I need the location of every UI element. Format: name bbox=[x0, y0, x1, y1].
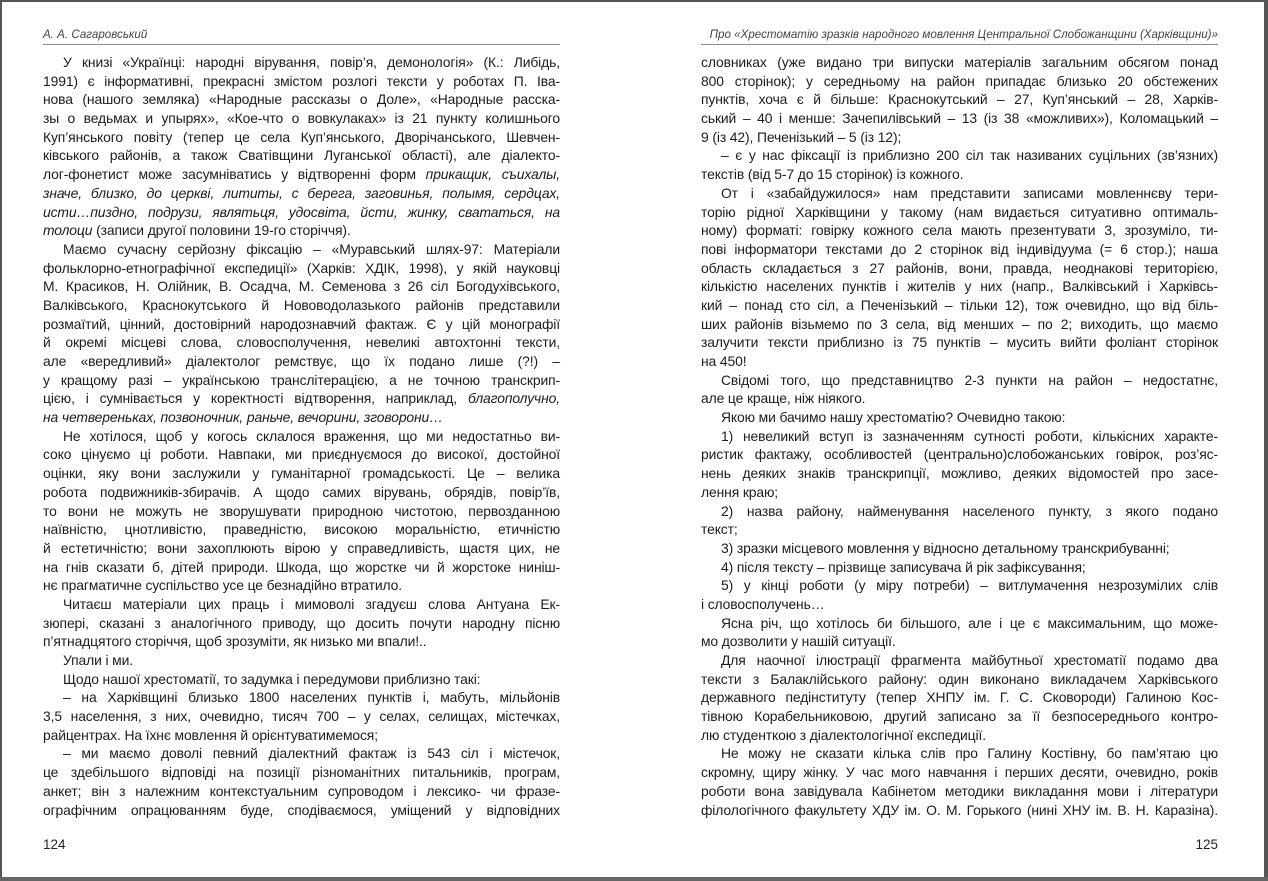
text-line: Якою ми бачимо нашу хрестоматію? Очевидно такою: bbox=[721, 409, 1066, 426]
text-line: Свідомі того, що представництво 2-3 пункти на район – недостатнє, bbox=[721, 371, 1218, 388]
text-line: зы о ведьмах и упырях», «Кое-что о вовкулаках» із 21 пункту колишнього bbox=[43, 110, 560, 127]
right-page bbox=[701, 0, 1218, 881]
text-line: ристик фактажу, особливостей (центрально)слобожанських говірок, роз’яс- bbox=[701, 446, 1218, 463]
text-line: але це краще, ніж ніякого. bbox=[701, 390, 866, 407]
text-line: словниках (уже видано три випуски матеріалів загальним обсягом понад bbox=[701, 54, 1218, 70]
text-line: соко цінуємо ці роботи. Навпаки, ми приєднуємося до високої, достойної bbox=[43, 446, 560, 463]
text-span: лог-фонетист може засумніватись у відтворенні форм bbox=[43, 166, 426, 183]
text-line: тівною Корабельниковою, другий записано за її безпосереднього контро- bbox=[701, 708, 1218, 725]
text-line bbox=[43, 221, 560, 240]
text-line: ших районів візьмемо по 3 села, від менших – по 2; виходить, що маємо bbox=[701, 315, 1218, 332]
text-line: й естетичністю; вони захоплюють вірою у справедливість, щастя цих, не bbox=[43, 539, 560, 556]
text-line: на гнів сказати б, дітей природи. Шкода, що жорстке чи й жорстоке ниніш- bbox=[43, 558, 560, 575]
text-line: але «вередливий» діалектолог ремствує, що їх подано лише (?!) – bbox=[43, 353, 560, 369]
italic-dialect-words: прикащик, съихалы, bbox=[425, 166, 560, 183]
text-line: мо дозволити у нашій ситуації. bbox=[701, 633, 896, 650]
running-head-title: Про «Хрестоматію зразків народного мовлення Центральної Слобожанщини (Харківщини)» bbox=[701, 28, 1218, 45]
text-line: у кращому разі – українською транслітерацією, а не точною транскрип- bbox=[43, 371, 560, 388]
text-line: Не хотілося, щоб у когось склалося враження, що ми недостатньо ви- bbox=[63, 427, 560, 444]
text-span: (записи другої половини 19-го сторіччя). bbox=[92, 222, 351, 239]
text-line: пунктів, хоча є й більше: Краснокутський – 27, Куп’янський – 28, Харків- bbox=[701, 91, 1218, 108]
text-line: 3) зразки місцевого мовлення у відносно детальному транскрибуванні; bbox=[721, 539, 1170, 556]
text-line: робота подвижників-збирачів. А щодо самих вірувань, обрядів, повір’їв, bbox=[43, 483, 560, 500]
text-line: розмаїтий, цінний, достовірний народознавчий фактаж. Є у цій монографії bbox=[43, 315, 560, 332]
text-line: скромну, щиру жінку. У час мого навчання і перших десяти, очевидно, років bbox=[701, 764, 1218, 781]
text-line: оцінки, яку вони заслужили у гуманітарної громадськості. Це – велика bbox=[43, 465, 560, 482]
page-body-text bbox=[43, 53, 560, 819]
text-line: і словосполучень… bbox=[701, 595, 825, 612]
text-line: залучити тексти приблизно із 75 пунктів – мусить вийти фоліант сторінок bbox=[701, 334, 1218, 351]
italic-dialect-words: значе, близко, до церкві, лититы, с берега, заговинья, полымя, сердцах, bbox=[43, 184, 560, 201]
text-line: анкет; він з належним контекстуальним супроводом і лексико- чи фразе- bbox=[43, 782, 560, 799]
text-line: нова (нашого земляка) «Народные рассказы о Доле», «Народные расска- bbox=[43, 91, 560, 108]
scan-border-left bbox=[0, 0, 2, 881]
text-line: – є у нас фіксації із приблизно 200 сіл так називаних суцільних (зв’язних) bbox=[721, 147, 1218, 164]
text-line: на 450! bbox=[701, 353, 747, 369]
text-line: лення краю; bbox=[701, 483, 779, 500]
text-line: 800 сторінок); у середньому на район припадає близько 20 обстежених bbox=[701, 72, 1218, 89]
left-page bbox=[43, 0, 560, 881]
text-line: Куп’янського повіту (тепер це села Куп’янського, Дворічанського, Шевчен- bbox=[43, 128, 560, 145]
scan-border-right bbox=[1264, 0, 1268, 881]
text-line: наївністю, цнотливістю, праведністю, високою моральністю, етичністю bbox=[43, 521, 560, 538]
text-line: 5) у кінці роботи (у міру потреби) – витлумачення незрозумілих слів bbox=[721, 577, 1218, 594]
italic-dialect-words: толоци bbox=[43, 222, 93, 239]
text-line: роботи вона завідувала Кабінетом методики викладання мови і літератури bbox=[701, 782, 1218, 799]
italic-dialect-words: исти…пиздно, подрузи, являтьця, удосвіта, йсти, жинку, свататься, на bbox=[43, 203, 560, 220]
text-line: кий – понад сто сіл, а Печенізький – тільки 12), тож очевидно, що від біль- bbox=[701, 296, 1218, 313]
italic-dialect-words: благополучно, bbox=[467, 390, 560, 407]
text-line: – ми маємо доволі певний діалектний фактаж із 543 сіл і містечок, bbox=[63, 745, 560, 762]
text-line: райцентрах. На їхнє мовлення й орієнтуватимемося; bbox=[43, 726, 378, 743]
text-line: фольклорно-етнографічної експедиції» (Харків: ХДІК, 1998), у якій науковці bbox=[43, 259, 560, 276]
text-line: Щодо нашої хрестоматії, то задумка і передумови приблизно такі: bbox=[63, 670, 481, 687]
text-line: Не можу не сказати кілька слів про Галину Костівну, бо пам’ятаю цю bbox=[721, 745, 1218, 762]
text-line: ківського районів, а також Сватівщини Луганської області), але діалекто- bbox=[43, 147, 560, 164]
text-line: й окремі місцеві слова, словосполучення, невеликі автохтонні тексти, bbox=[43, 334, 560, 351]
text-line: це здебільшого відповіді на позиції різноманітних питальників, програм, bbox=[43, 764, 560, 781]
text-line: нє прагматичне суспільство усе це безнадійно втратило. bbox=[43, 577, 402, 594]
text-line bbox=[43, 408, 560, 427]
text-line: 1) невеликий вступ із зазначенням сутності роботи, кількісних характе- bbox=[721, 427, 1218, 444]
page-number: 124 bbox=[43, 837, 66, 852]
text-line: Упали і ми. bbox=[63, 652, 133, 668]
text-line: нень деяких знаків транскрипції, можливо, деяких відомостей про засе- bbox=[701, 465, 1218, 482]
text-line bbox=[43, 203, 560, 222]
text-line bbox=[43, 184, 560, 203]
text-line: Ясна річ, що хотілось би більшого, але і це є максимальним, що може- bbox=[721, 614, 1218, 631]
text-line: Для наочної ілюстрації фрагмента майбутньої хрестоматії подамо два bbox=[721, 652, 1218, 668]
text-line: пові інформатори текстами до 2 сторінок від індивідуума (= 6 стор.); наша bbox=[701, 240, 1218, 257]
text-line: філологічного факультету ХДУ ім. О. М. Горького (нині ХНУ ім. В. Н. Каразіна). bbox=[701, 801, 1218, 818]
text-line: текст; bbox=[701, 521, 738, 538]
text-line: 9 (із 42), Печенізький – 5 (із 12); bbox=[701, 128, 902, 145]
text-line: лю студенткою з діалектологічної експедиції. bbox=[701, 726, 986, 743]
text-line: 4) після тексту – прізвище записувача й рік зафіксування; bbox=[721, 558, 1086, 575]
text-line: то вони не можуть не зворушувати природною чистотою, первозданною bbox=[43, 502, 560, 519]
text-line: Маємо сучасну серйозну фіксацію – «Муравський шлях-97: Матеріали bbox=[63, 240, 560, 257]
text-line: У книзі «Українці: народні вірування, повір’я, демонологія» (К.: Либідь, bbox=[63, 54, 560, 70]
italic-dialect-words: на четвереньках, позвоночник, раньче, вечорини, зговорони… bbox=[43, 409, 443, 426]
text-line: область складається з 27 районів, вони, правда, неоднакові територією, bbox=[701, 259, 1218, 276]
text-line: 1991) є інформативні, прекрасні змістом розлогі тексти у роботах П. Іва- bbox=[43, 72, 560, 89]
page-body-text bbox=[701, 53, 1218, 819]
text-line: зюпері, сказані з аналогічного приводу, що досить почути народну пісню bbox=[43, 614, 560, 631]
text-line: кількістю населених пунктів і жителів у них (напр., Валківський і Харківсь- bbox=[701, 278, 1218, 295]
text-line: п’ятнадцятого сторіччя, щоб зрозуміти, як низько ми впали!.. bbox=[43, 633, 427, 650]
text-line: ному) форматі: говірку кожного села мають презентувати 3, зрозуміло, ти- bbox=[701, 222, 1218, 239]
text-line: 2) назва району, найменування населеного пункту, з якого подано bbox=[721, 502, 1218, 519]
text-line bbox=[43, 389, 560, 408]
text-span: цією, і сумнівається у коректності відтворення, наприклад, bbox=[43, 390, 468, 407]
text-line: текстів (від 5-7 до 15 сторінок) із кожного. bbox=[701, 166, 964, 183]
text-line: 3,5 населення, з них, очевидно, тисяч 700 – у селах, селищах, містечках, bbox=[43, 708, 560, 725]
running-head-author: А. А. Сагаровський bbox=[43, 28, 560, 45]
text-line bbox=[43, 165, 560, 184]
text-line: – на Харківщині близько 1800 населених пунктів і, мабуть, мільйонів bbox=[63, 689, 560, 706]
text-line: державного педінституту (тепер ХНПУ ім. Г. С. Сковороди) Галиною Кос- bbox=[701, 689, 1218, 706]
text-line: Валківського, Краснокутського й Нововодолазького районів представили bbox=[43, 296, 560, 313]
text-line: тексти з Балаклійського району: один виконано викладачем Харківського bbox=[701, 670, 1218, 687]
text-line: Читаєш матеріали цих праць і мимоволі згадуєш слова Антуана Ек- bbox=[63, 595, 560, 612]
text-line: М. Красиков, Н. Олійник, В. Осадча, М. Семенова з 26 сіл Богодухівського, bbox=[43, 278, 560, 295]
text-line: торію рідної Харківщини у такому (нам видається ситуативно оптималь- bbox=[701, 203, 1218, 220]
text-line: ський – 40 і менше: Зачепилівський – 13 (із 38 «можливих»), Коломацький – bbox=[701, 110, 1218, 127]
text-line: ографічним опрацюванням буде, сподіваємося, уміщений у відповідних bbox=[43, 801, 560, 818]
page-number: 125 bbox=[1195, 837, 1218, 852]
text-line: От і «забайдужилося» нам представити записами мовленнєву тери- bbox=[721, 184, 1218, 201]
